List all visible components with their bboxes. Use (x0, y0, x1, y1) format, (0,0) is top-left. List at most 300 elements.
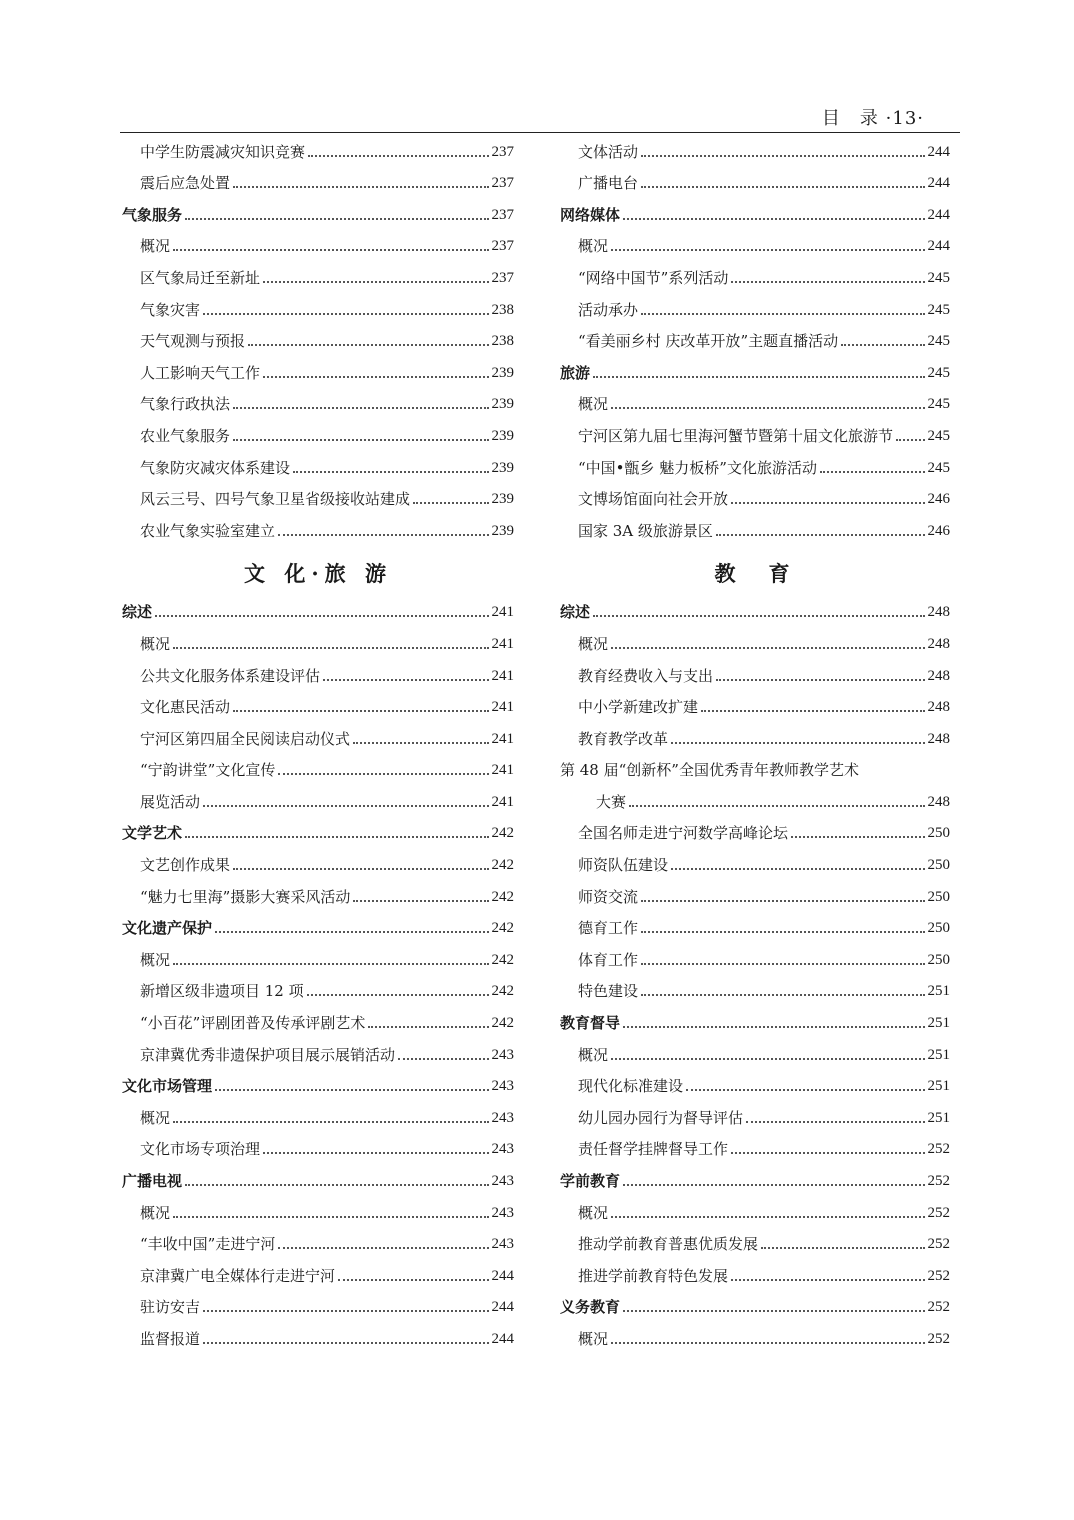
toc-entry-label: 教育经费收入与支出 (578, 666, 714, 685)
toc-entry-label: 广播电台 (578, 174, 639, 193)
dot-leader (623, 1026, 924, 1028)
toc-entry[interactable] (560, 626, 950, 658)
toc-entry-page-number: 245 (927, 301, 950, 318)
toc-entry-label: 文化市场专项治理 (140, 1140, 261, 1159)
toc-entry-page-number: 241 (491, 667, 514, 684)
toc-entry-page-number: 241 (491, 730, 514, 747)
toc-entry-label: 全国名师走进宁河数学高峰论坛 (578, 824, 789, 843)
toc-entry-page-number: 248 (927, 730, 950, 747)
toc-entry-label: 气象灾害 (140, 300, 201, 319)
toc-entry-page-number: 248 (927, 793, 950, 810)
toc-entry-label: 新增区级非遗项目 12 项 (140, 982, 304, 1001)
dot-leader (629, 805, 924, 807)
toc-entry[interactable] (122, 229, 514, 261)
toc-entry-label: 概况 (578, 395, 609, 414)
dot-leader (173, 1121, 488, 1123)
toc-entry-label: “丰收中国”走进宁河 (140, 1235, 276, 1254)
toc-entry-label: 中学生防震减灾知识竞赛 (140, 142, 306, 161)
toc-entry-page-number: 252 (927, 1173, 950, 1189)
dot-leader (671, 868, 924, 870)
section-title: 教 育 (714, 560, 796, 586)
toc-column-right (560, 134, 950, 1353)
toc-entry[interactable] (560, 1227, 950, 1259)
section-title: 文 化·旅 游 (244, 560, 392, 586)
toc-entry[interactable] (122, 482, 514, 514)
toc-entry-page-number: 239 (491, 396, 514, 413)
dot-leader (233, 186, 488, 188)
dot-leader (185, 836, 488, 838)
dot-leader (233, 439, 488, 441)
toc-entry[interactable] (560, 229, 950, 261)
dot-leader (716, 534, 925, 536)
toc-entry-label: 第 48 届“创新杯”全国优秀青年教师教学艺术 (560, 761, 859, 780)
dot-leader (307, 994, 489, 996)
toc-entry[interactable] (122, 1005, 514, 1037)
toc-entry-page-number: 244 (927, 143, 950, 160)
dot-leader (761, 1247, 924, 1249)
dot-leader (203, 313, 488, 315)
toc-entry-label: 推动学前教育普惠优质发展 (578, 1235, 759, 1254)
toc-entry-page-number: 237 (491, 269, 514, 286)
dot-leader (278, 534, 488, 536)
toc-entry[interactable] (560, 690, 950, 722)
toc-entry-page-number: 250 (927, 888, 950, 905)
toc-entry-label: 幼儿园办园行为督导评估 (578, 1108, 744, 1127)
toc-entry[interactable] (560, 1132, 950, 1164)
dot-leader (611, 647, 924, 649)
toc-group-top (122, 134, 514, 545)
toc-entry[interactable] (560, 260, 950, 292)
toc-entry[interactable] (122, 418, 514, 450)
dot-leader (203, 805, 488, 807)
toc-entry[interactable] (122, 879, 514, 911)
dot-leader (671, 742, 924, 744)
toc-category-entry[interactable] (122, 197, 514, 229)
toc-entry[interactable] (560, 418, 950, 450)
dot-leader (215, 1089, 488, 1091)
toc-entry[interactable] (122, 1258, 514, 1290)
dot-leader (641, 963, 924, 965)
toc-entry[interactable] (560, 721, 950, 753)
toc-entry-page-number: 242 (491, 1015, 514, 1032)
toc-entry[interactable] (122, 1290, 514, 1322)
dot-leader (263, 1152, 488, 1154)
toc-entry[interactable] (122, 626, 514, 658)
toc-entry-page-number: 248 (927, 604, 950, 621)
toc-entry[interactable] (122, 1321, 514, 1353)
toc-entry-page-number: 251 (927, 1046, 950, 1063)
toc-entry[interactable] (560, 1100, 950, 1132)
dot-leader (896, 439, 924, 441)
dot-leader (338, 1279, 488, 1281)
toc-category-entry[interactable] (560, 197, 950, 229)
dot-leader (293, 471, 488, 473)
toc-entry-page-number: 243 (491, 1204, 514, 1221)
toc-entry-label: 责任督学挂牌督导工作 (578, 1140, 729, 1159)
toc-entry[interactable] (122, 721, 514, 753)
toc-entry-page-number: 250 (927, 951, 950, 968)
toc-entry-page-number: 248 (927, 699, 950, 716)
dot-leader (173, 1216, 488, 1218)
toc-entry-page-number: 237 (491, 143, 514, 160)
toc-entry-label: 概况 (578, 634, 609, 653)
dot-leader (611, 249, 924, 251)
dot-leader (716, 679, 924, 681)
toc-entry[interactable] (122, 1227, 514, 1259)
dot-leader (731, 1279, 924, 1281)
dot-leader (155, 615, 488, 617)
dot-leader (593, 376, 924, 378)
dot-leader (641, 900, 924, 902)
toc-entry-page-number: 242 (491, 888, 514, 905)
dot-leader (308, 155, 488, 157)
toc-entry-page-number: 245 (927, 459, 950, 476)
toc-entry-label: 概况 (578, 1203, 609, 1222)
toc-entry[interactable] (560, 292, 950, 324)
toc-entry-page-number: 241 (491, 635, 514, 652)
dot-leader (185, 1184, 488, 1186)
toc-entry-page-number: 250 (927, 857, 950, 874)
dot-leader (323, 679, 488, 681)
toc-entry[interactable] (122, 1100, 514, 1132)
toc-entry[interactable] (122, 784, 514, 816)
toc-entry-page-number: 252 (927, 1330, 950, 1347)
toc-entry-page-number: 250 (927, 825, 950, 842)
toc-entry-label: 监督报道 (140, 1329, 201, 1348)
toc-entry[interactable] (122, 658, 514, 690)
toc-entry[interactable] (560, 816, 950, 848)
toc-entry-label: 农业气象实验室建立 (140, 521, 276, 540)
dot-leader (185, 218, 488, 220)
dot-leader (233, 710, 488, 712)
toc-entry-page-number: 243 (491, 1236, 514, 1253)
dot-leader (353, 900, 488, 902)
dot-leader (173, 249, 488, 251)
toc-entry-page-number: 237 (491, 175, 514, 192)
toc-entry-label: “网络中国节”系列活动 (578, 268, 729, 287)
toc-entry[interactable] (122, 974, 514, 1006)
toc-category-entry[interactable] (122, 911, 514, 943)
toc-entry-label: 综述 (122, 603, 153, 622)
toc-entry[interactable] (122, 847, 514, 879)
toc-category-entry[interactable] (122, 595, 514, 627)
toc-entry-label: 京津冀优秀非遗保护项目展示展销活动 (140, 1045, 396, 1064)
dot-leader (173, 963, 488, 965)
toc-entry-page-number: 241 (491, 604, 514, 621)
dot-leader (611, 1058, 924, 1060)
toc-entry-page-number: 243 (491, 1046, 514, 1063)
toc-entry-label: 概况 (140, 1203, 171, 1222)
toc-entry[interactable] (122, 753, 514, 785)
toc-entry-page-number: 246 (927, 522, 950, 539)
toc-entry-label: “中国•甑乡 魅力板桥”文化旅游活动 (578, 458, 817, 477)
toc-entry[interactable] (560, 1069, 950, 1101)
toc-entry[interactable] (122, 324, 514, 356)
dot-leader (841, 344, 924, 346)
toc-entry-page-number: 239 (491, 491, 514, 508)
dot-leader (278, 773, 488, 775)
toc-entry-page-number: 245 (927, 364, 950, 381)
toc-category-entry[interactable] (122, 1069, 514, 1101)
toc-entry-label: 大赛 (596, 792, 627, 811)
toc-entry[interactable] (122, 1132, 514, 1164)
dot-leader (233, 407, 488, 409)
toc-entry[interactable] (560, 1321, 950, 1353)
toc-entry[interactable] (560, 1195, 950, 1227)
toc-entry-page-number: 244 (927, 175, 950, 192)
toc-entry-label: 文化惠民活动 (140, 698, 231, 717)
toc-entry-label: 文化遗产保护 (122, 919, 213, 938)
toc-entry-label: 驻访安吉 (140, 1298, 201, 1317)
dot-leader (641, 931, 924, 933)
toc-entry-label: 教育督导 (560, 1014, 621, 1033)
toc-entry[interactable] (122, 166, 514, 198)
toc-entry[interactable] (560, 387, 950, 419)
toc-entry-label: 概况 (140, 1108, 171, 1127)
dot-leader (731, 281, 924, 283)
toc-category-entry[interactable] (122, 1163, 514, 1195)
toc-category-entry[interactable] (560, 1005, 950, 1037)
toc-category-entry[interactable] (560, 595, 950, 627)
toc-entry-label: 德育工作 (578, 919, 639, 938)
toc-entry-page-number: 251 (927, 1015, 950, 1032)
toc-entry-page-number: 252 (927, 1236, 950, 1253)
toc-entry-label: 学前教育 (560, 1172, 621, 1190)
toc-entry-page-number: 241 (491, 699, 514, 716)
toc-entry[interactable] (122, 292, 514, 324)
toc-entry-label: 宁河区第九届七里海河蟹节暨第十届文化旅游节 (578, 426, 894, 445)
toc-entry-label: 概况 (140, 634, 171, 653)
toc-entry[interactable] (122, 513, 514, 545)
toc-entry-label: 公共文化服务体系建设评估 (140, 666, 321, 685)
toc-entry-label: 广播电视 (122, 1172, 183, 1190)
toc-entry-page-number: 238 (491, 333, 514, 350)
dot-leader (686, 1089, 924, 1091)
toc-entry-label: 概况 (578, 237, 609, 256)
dot-leader (611, 1216, 924, 1218)
toc-column-left (122, 134, 514, 1353)
toc-entry-label: 京津冀广电全媒体行走进宁河 (140, 1266, 336, 1285)
toc-entry[interactable] (122, 134, 514, 166)
toc-entry-page-number: 242 (491, 825, 514, 842)
dot-leader (611, 1342, 924, 1344)
toc-entry[interactable] (560, 1037, 950, 1069)
toc-entry-label: 区气象局迁至新址 (140, 268, 261, 287)
dot-leader (731, 1152, 924, 1154)
dot-leader (353, 742, 488, 744)
toc-entry-label: 文学艺术 (122, 824, 183, 843)
toc-entry[interactable] (560, 974, 950, 1006)
dot-leader (248, 344, 488, 346)
toc-entry-label: 师资队伍建设 (578, 856, 669, 875)
toc-entry-label: 活动承办 (578, 300, 639, 319)
toc-entry-page-number: 251 (927, 983, 950, 1000)
toc-entry-label: 概况 (140, 950, 171, 969)
toc-entry-page-number: 242 (491, 920, 514, 937)
toc-entry-label: 中小学新建改扩建 (578, 698, 699, 717)
toc-group-top (560, 134, 950, 545)
toc-entry[interactable] (560, 911, 950, 943)
dot-leader (215, 931, 488, 933)
toc-group-bottom (122, 595, 514, 1353)
toc-entry[interactable] (560, 658, 950, 690)
toc-entry-page-number: 239 (491, 459, 514, 476)
toc-entry-label: 推进学前教育特色发展 (578, 1266, 729, 1285)
toc-entry-label: 文体活动 (578, 142, 639, 161)
dot-leader (263, 376, 488, 378)
toc-entry-page-number: 238 (491, 301, 514, 318)
toc-group-bottom (560, 595, 950, 1353)
toc-entry-label: 综述 (560, 603, 591, 622)
toc-entry-label: “魅力七里海”摄影大赛采风活动 (140, 887, 351, 906)
dot-leader (611, 407, 924, 409)
toc-entry[interactable] (560, 1258, 950, 1290)
toc-entry-page-number: 251 (927, 1109, 950, 1126)
toc-entry-label: “宁韵讲堂”文化宣传 (140, 761, 276, 780)
toc-entry[interactable] (122, 690, 514, 722)
dot-leader (623, 1310, 924, 1312)
dot-leader (263, 281, 488, 283)
toc-entry-page-number: 244 (927, 206, 950, 223)
toc-entry[interactable] (560, 450, 950, 482)
toc-entry[interactable] (122, 450, 514, 482)
toc-entry-page-number: 252 (927, 1141, 950, 1158)
dot-leader (641, 155, 924, 157)
toc-entry-label: 概况 (140, 237, 171, 256)
toc-entry-label: 文化市场管理 (122, 1077, 213, 1096)
toc-entry[interactable] (560, 942, 950, 974)
toc-entry-page-number: 245 (927, 333, 950, 350)
toc-entry-page-number: 250 (927, 920, 950, 937)
dot-leader (731, 502, 924, 504)
toc-category-entry[interactable] (122, 816, 514, 848)
toc-entry-page-number: 243 (491, 1109, 514, 1126)
toc-entry-label: 师资交流 (578, 887, 639, 906)
toc-entry-label: 人工影响天气工作 (140, 363, 261, 382)
dot-leader (641, 313, 924, 315)
toc-entry-page-number: 252 (927, 1204, 950, 1221)
toc-entry-label: 教育教学改革 (578, 729, 669, 748)
toc-entry[interactable] (560, 513, 950, 545)
toc-entry-label: 国家 3A 级旅游景区 (578, 521, 713, 540)
toc-entry[interactable] (560, 324, 950, 356)
toc-entry-page-number: 241 (491, 793, 514, 810)
toc-entry-label: 展览活动 (140, 792, 201, 811)
dot-leader (623, 1184, 924, 1186)
dot-leader (278, 1247, 488, 1249)
toc-entry-page-number: 252 (927, 1267, 950, 1284)
dot-leader (203, 1310, 488, 1312)
toc-entry-label: 概况 (578, 1045, 609, 1064)
toc-entry-page-number: 237 (491, 206, 514, 223)
toc-entry-label: 震后应急处置 (140, 174, 231, 193)
toc-entry-page-number: 252 (927, 1299, 950, 1316)
toc-entry-page-number: 244 (927, 238, 950, 255)
toc-entry-page-number: 243 (491, 1078, 514, 1095)
toc-entry-page-number: 251 (927, 1078, 950, 1095)
toc-entry-label: 气象防灾减灾体系建设 (140, 458, 291, 477)
page-header (120, 102, 960, 133)
toc-entry[interactable] (122, 387, 514, 419)
toc-entry[interactable] (560, 753, 950, 785)
toc-entry-page-number: 242 (491, 857, 514, 874)
toc-entry-page-number: 244 (491, 1330, 514, 1347)
header-title: 目 录 ·13· (821, 108, 924, 129)
toc-entry-page-number: 239 (491, 427, 514, 444)
toc-entry-page-number: 243 (491, 1141, 514, 1158)
toc-entry-label: 风云三号、四号气象卫星省级接收站建成 (140, 490, 411, 509)
toc-category-entry[interactable] (560, 1163, 950, 1195)
toc-entry-page-number: 237 (491, 238, 514, 255)
toc-entry-page-number: 242 (491, 983, 514, 1000)
toc-entry-label: 宁河区第四届全民阅读启动仪式 (140, 729, 351, 748)
dot-leader (368, 1026, 488, 1028)
toc-category-entry[interactable] (560, 1290, 950, 1322)
toc-entry-label: 农业气象服务 (140, 426, 231, 445)
toc-entry-label: 网络媒体 (560, 205, 621, 224)
dot-leader (203, 1342, 488, 1344)
toc-entry[interactable] (122, 1195, 514, 1227)
toc-entry[interactable] (560, 166, 950, 198)
dot-leader (746, 1121, 924, 1123)
toc-entry-label: “小百花”评剧团普及传承评剧艺术 (140, 1014, 366, 1033)
toc-entry[interactable] (560, 784, 950, 816)
toc-entry-page-number: 241 (491, 762, 514, 779)
toc-entry-label: 特色建设 (578, 982, 639, 1001)
toc-entry-label: 气象行政执法 (140, 395, 231, 414)
dot-leader (623, 218, 924, 220)
toc-entry-page-number: 242 (491, 951, 514, 968)
toc-entry-page-number: 243 (491, 1173, 514, 1189)
toc-entry-label: 气象服务 (122, 205, 183, 224)
dot-leader (413, 502, 488, 504)
toc-entry-page-number: 245 (927, 427, 950, 444)
dot-leader (701, 710, 924, 712)
toc-entry-label: 文艺创作成果 (140, 856, 231, 875)
dot-leader (398, 1058, 488, 1060)
toc-entry-page-number: 239 (491, 522, 514, 539)
dot-leader (641, 186, 924, 188)
toc-entry-page-number: 246 (927, 491, 950, 508)
toc-entry-label: 概况 (578, 1329, 609, 1348)
dot-leader (820, 471, 925, 473)
toc-entry[interactable] (122, 260, 514, 292)
dot-leader (641, 994, 924, 996)
toc-entry[interactable] (560, 482, 950, 514)
toc-entry-label: 旅游 (560, 363, 591, 382)
toc-entry-page-number: 248 (927, 667, 950, 684)
dot-leader (791, 836, 924, 838)
dot-leader (593, 615, 924, 617)
toc-category-entry[interactable] (560, 355, 950, 387)
toc-entry-page-number: 245 (927, 396, 950, 413)
toc-entry-label: 天气观测与预报 (140, 332, 246, 351)
toc-entry-label: “看美丽乡村 庆改革开放”主题直播活动 (578, 332, 839, 351)
toc-entry[interactable] (122, 1037, 514, 1069)
toc-entry-page-number: 245 (927, 269, 950, 286)
toc-entry[interactable] (560, 134, 950, 166)
toc-entry-page-number: 248 (927, 635, 950, 652)
dot-leader (233, 868, 488, 870)
toc-entry[interactable] (122, 355, 514, 387)
dot-leader (173, 647, 488, 649)
toc-entry-page-number: 244 (491, 1267, 514, 1284)
toc-entry[interactable] (560, 879, 950, 911)
toc-entry-label: 文博场馆面向社会开放 (578, 490, 729, 509)
toc-entry[interactable] (560, 847, 950, 879)
toc-entry-label: 体育工作 (578, 950, 639, 969)
toc-entry[interactable] (122, 942, 514, 974)
